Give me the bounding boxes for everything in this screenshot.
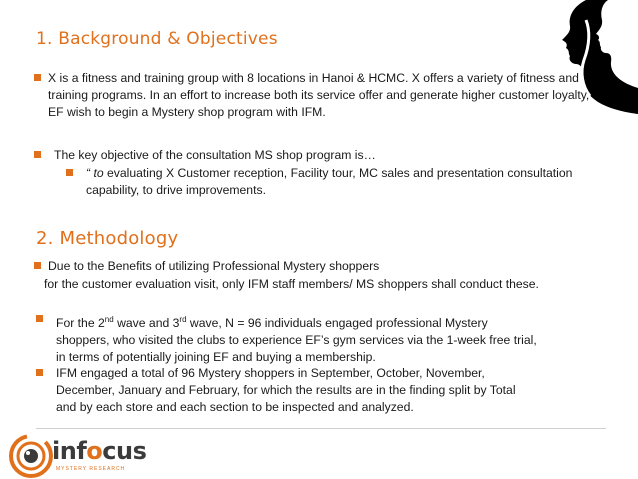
text-line: and by each store and each section to be inspected and analyzed. (56, 400, 414, 414)
text-line: training programs. In an effort to increase both its service offer and generate higher customer loyalty, (48, 88, 590, 102)
sub-bullet-objective-detail (86, 165, 572, 199)
text-line: in terms of potentially joining EF and buying a membership. (56, 350, 376, 365)
text-line: The key objective of the consultation MS shop program is… (54, 148, 376, 162)
bullet-marker (34, 74, 41, 81)
section-title-methodology: 2. Methodology (36, 228, 179, 249)
bullet-marker (34, 262, 41, 269)
text-line: X is a fitness and training group with 8 locations in Hanoi & HCMC. X offers a variety of fitness and (48, 71, 579, 85)
text-line: capability, to drive improvements. (86, 183, 266, 197)
section-title-background: 1. Background & Objectives (36, 29, 278, 49)
footer-divider (36, 428, 606, 429)
logo-wordmark (52, 437, 146, 465)
benefits-continuation (44, 276, 539, 293)
bullet-company-overview (48, 70, 589, 121)
quote-prefix: “ to (86, 166, 104, 180)
text-line: IFM engaged a total of 96 Mystery shoppers in September, October, November, (56, 366, 485, 380)
text-fragment: wave and 3 (113, 316, 180, 331)
bullet-wave-details (56, 311, 537, 366)
text-fragment: wave, N = 96 individuals engaged professional Mystery (186, 316, 488, 331)
text-line: for the customer evaluation visit, only IFM staff members/ MS shoppers shall conduct these. (44, 277, 539, 291)
text-line: Due to the Benefits of utilizing Professional Mystery shoppers (48, 259, 380, 273)
text-fragment: For the 2 (56, 316, 105, 331)
logo-text-part: cus (102, 437, 147, 465)
bullet-marker (36, 315, 43, 322)
bullet-benefits (48, 258, 379, 275)
bullet-marker (66, 169, 73, 176)
text-line (56, 311, 537, 332)
bullet-shopper-count (56, 365, 516, 416)
logo-text-part: o (86, 437, 103, 465)
logo-tagline: MYSTERY RESEARCH (56, 466, 126, 472)
ordinal-suffix: rd (179, 315, 187, 324)
bullet-key-objective (54, 147, 376, 164)
text-line: shoppers, who visited the clubs to experience EF’s gym services via the 1-week free trial, (56, 333, 537, 348)
text-line (86, 165, 572, 182)
text-line: EF wish to begin a Mystery shop program with IFM. (48, 105, 326, 119)
text-line: December, January and February, for which the results are in the finding split by Total (56, 383, 516, 397)
ordinal-suffix: nd (104, 315, 114, 324)
bullet-marker (34, 151, 41, 158)
logo-text-part: inf (52, 437, 87, 465)
bullet-marker (36, 369, 43, 376)
text-line-rest: evaluating X Customer reception, Facility tour, MC sales and presentation consultation (103, 166, 573, 180)
